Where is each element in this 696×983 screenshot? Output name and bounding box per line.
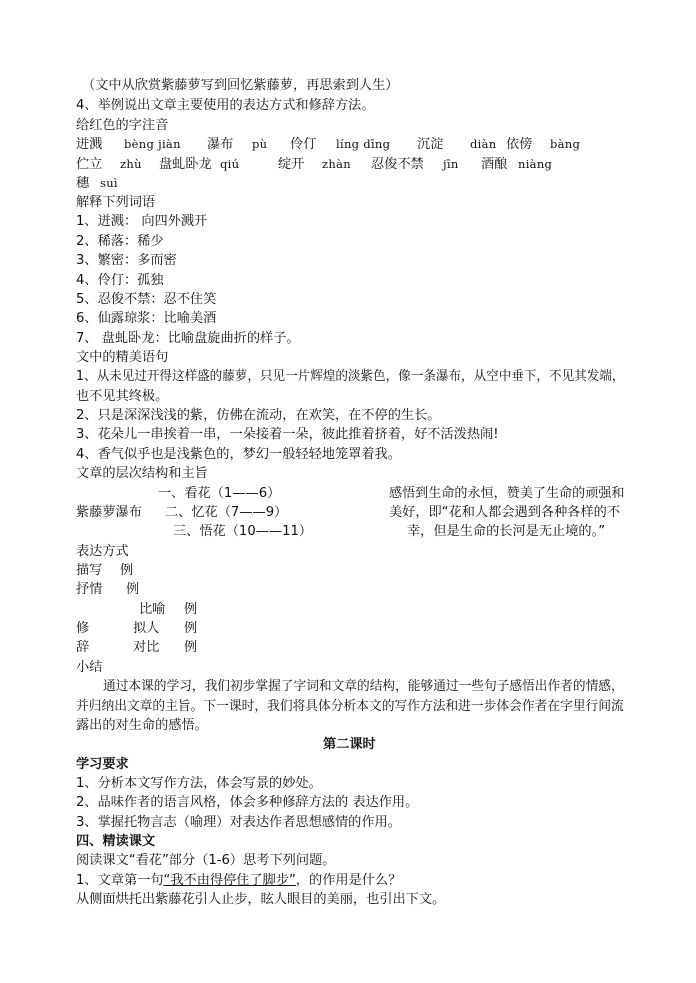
pinyin-word: 伶仃 [290,137,317,152]
pinyin-reading: jīn [443,157,459,171]
summary-line-3: 露出的对生命的感悟。 [76,718,208,733]
pinyin-word: 伫立 [76,157,103,172]
theme-line-1: 感悟到生命的永恒，赞美了生命的顽强和 [389,486,625,501]
rhetoric-biyu: 比喻 [139,602,166,617]
expr-example: 例 [184,621,198,636]
rhetoric-niren: 拟人 [133,621,160,636]
pinyin-reading: qiú [220,157,240,171]
expression-heading: 表达方式 [76,544,129,559]
question-4: 4、举例说出文章主要使用的表达方式和修辞方法。 [76,98,375,113]
expr-example: 例 [184,602,198,617]
theme-line-3: 幸，但是生命的长河是无止境的。” [407,524,606,539]
vocab-item: 1、迸溅： 向四外溅开 [76,214,208,229]
question-1-prefix: 1、文章第一句 [76,873,164,888]
sentence-4: 4、香气似乎也是浅紫色的，梦幻一般轻轻地笼罩着我。 [76,447,401,462]
expr-example: 例 [126,582,140,597]
sentence-3: 3、花朵儿一串挨着一串，一朵接着一朵，彼此推着挤着，好不活泼热闹! [76,427,499,442]
vocab-item: 3、繁密：多而密 [76,253,177,268]
summary-heading: 小结 [76,660,103,675]
intro-line: （文中从欣赏紫藤萝写到回忆紫藤萝，再思索到人生） [82,78,399,93]
vocab-item: 5、忍俊不禁：忍不住笑 [76,292,217,307]
reading-instruction: 阅读课文“看花”部分（1-6）思考下列问题。 [76,853,336,868]
sentences-heading: 文中的精美语句 [76,350,169,365]
question-1-quote: “我不由得停住了脚步” [163,873,296,888]
pinyin-word: 沉淀 [417,137,444,152]
requirement-item: 2、品味作者的语言风格，体会多种修辞方法的 表达作用。 [76,795,419,810]
vocab-heading: 解释下列词语 [76,195,156,210]
question-1-suffix: ，的作用是什么？ [295,873,402,888]
vocab-item: 2、稀落：稀少 [76,234,164,249]
structure-part-2: 二、忆花（7——9） [165,505,288,520]
section-4-heading: 四、精读课文 [76,834,156,849]
expr-miaoxie: 描写 [76,563,103,578]
pinyin-word: 绽开 [278,157,305,172]
requirement-item: 1、分析本文写作方法，体会写景的妙处。 [76,776,322,791]
requirements-heading: 学习要求 [76,757,129,772]
rhetoric-duibi: 对比 [133,640,160,655]
summary-line-2: 并归纳出文章的主旨。下一课时，我们将具体分析本文的写作方法和进一步体会作者在字里行间流 [76,699,624,714]
vocab-item: 4、伶仃：孤独 [76,273,164,288]
requirement-item: 3、掌握托物言志（喻理）对表达作者思想感情的作用。 [76,815,401,830]
question-1 [76,871,401,890]
sentence-2: 2、只是深深浅浅的紫，仿佛在流动，在欢笑，在不停的生长。 [76,408,441,423]
pinyin-reading: zhàn [322,157,351,171]
pinyin-reading: niàng [518,157,553,171]
pinyin-word: 迸溅 [76,137,103,152]
summary-line-1: 通过本课的学习，我们初步掌握了字词和文章的结构，能够通过一些句子感悟出作者的情感， [103,679,624,694]
structure-part-1: 一、看花（1——6） [158,486,281,501]
vocab-item: 7、 盘虬卧龙：比喻盘旋曲折的样子。 [76,331,300,346]
structure-heading: 文章的层次结构和主旨 [76,466,208,481]
rhetoric-label-xiu: 修 [76,621,90,636]
pinyin-reading: líng dīng [336,137,391,151]
pinyin-word: 忍俊不禁 [371,157,424,172]
pinyin-reading: bèng jiàn [124,137,181,151]
pinyin-reading: diàn [470,137,497,151]
pinyin-word: 瀑布 [207,137,234,152]
pinyin-word: 酒酿 [481,157,508,172]
pinyin-word: 盘虬卧龙 [159,157,212,172]
sentence-1-continued: 也不见其终极。 [76,389,169,404]
expr-example: 例 [120,563,134,578]
rhetoric-label-ci: 辞 [76,640,90,655]
expr-example: 例 [184,640,198,655]
pinyin-word: 依傍 [506,137,533,152]
pinyin-heading: 给红色的字注音 [76,118,169,133]
answer-1: 从侧面烘托出紫藤花引人止步，眩人眼目的美丽，也引出下文。 [76,892,446,907]
pinyin-reading: pù [252,137,268,151]
pinyin-reading: suì [100,176,118,190]
vocab-item: 6、仙露琼浆：比喻美酒 [76,311,217,326]
lesson-2-title: 第二课时 [323,737,376,752]
theme-line-2: 美好，即“花和人都会遇到各种各样的不 [389,505,621,520]
pinyin-reading: zhù [120,157,142,171]
structure-part-3: 三、悟花（10——11） [173,524,313,539]
sentence-1: 1、从未见过开得这样盛的藤萝，只见一片辉煌的淡紫色，像一条瀑布，从空中垂下，不见其发端， [76,369,625,384]
pinyin-reading: bàng [550,137,581,151]
pinyin-word: 穗 [76,176,90,191]
expr-shuqing: 抒情 [76,582,103,597]
structure-root: 紫藤萝瀑布 [76,505,142,520]
